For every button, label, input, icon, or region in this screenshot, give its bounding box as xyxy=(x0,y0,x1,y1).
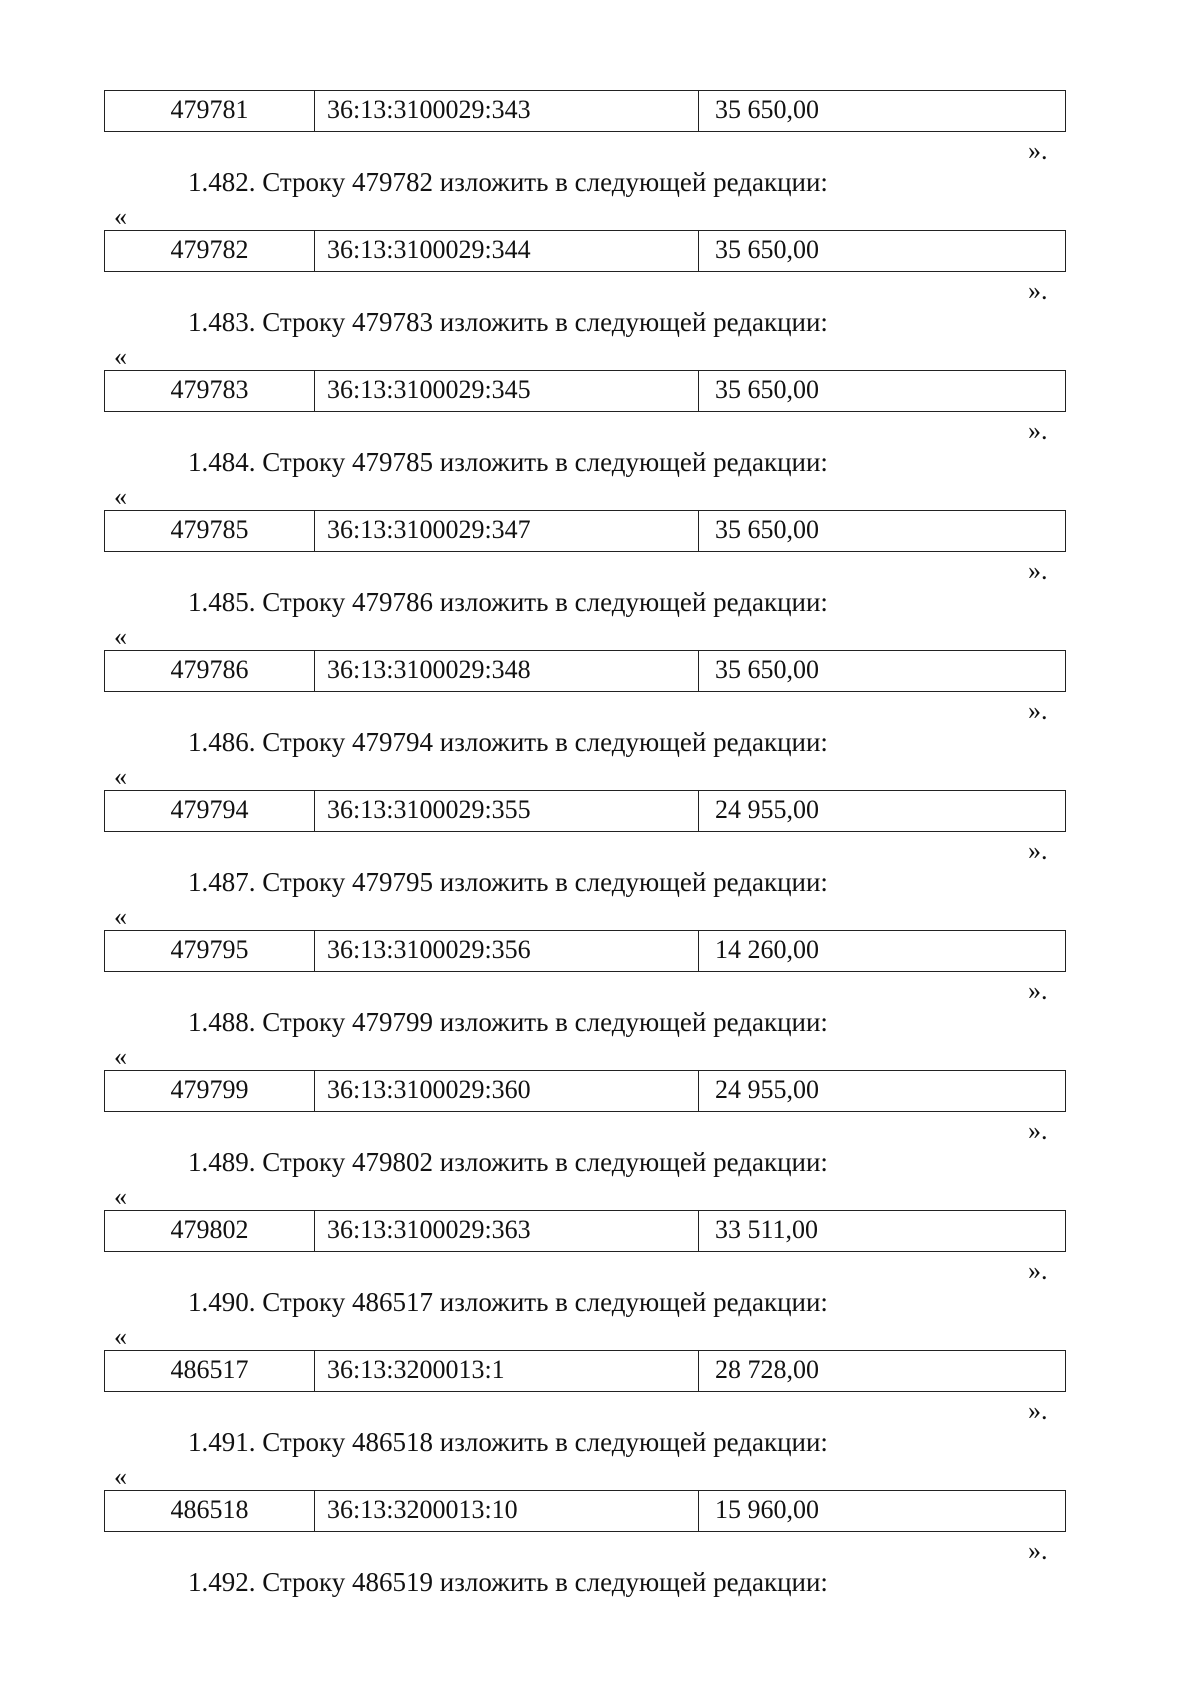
closing-quote: ». xyxy=(1028,976,1048,1005)
closing-quote: ». xyxy=(1028,1256,1048,1285)
instruction-text: 1.488. Строку 479799 изложить в следующей редакции: xyxy=(188,1007,828,1037)
instruction-text: 1.485. Строку 479786 изложить в следующей редакции: xyxy=(188,587,828,617)
closing-quote: ». xyxy=(1028,1396,1048,1425)
table-row xyxy=(104,1350,1066,1392)
row-number-cell: 479785 xyxy=(105,511,315,551)
amount-cell: 15 960,00 xyxy=(715,1495,819,1524)
cadastral-number-cell: 36:13:3100029:348 xyxy=(315,651,699,691)
amount-cell: 35 650,00 xyxy=(715,235,819,264)
cadastral-number-cell: 36:13:3100029:355 xyxy=(315,791,699,831)
opening-quote: « xyxy=(114,202,127,231)
amount-cell: 35 650,00 xyxy=(715,655,819,684)
instruction-text: 1.492. Строку 486519 изложить в следующей редакции: xyxy=(188,1567,828,1597)
table-row xyxy=(104,1210,1066,1252)
cadastral-number-cell: 36:13:3100029:345 xyxy=(315,371,699,411)
opening-quote: « xyxy=(114,342,127,371)
instruction-text: 1.486. Строку 479794 изложить в следующей редакции: xyxy=(188,727,828,757)
opening-quote: « xyxy=(114,762,127,791)
cadastral-number-cell: 36:13:3100029:363 xyxy=(315,1211,699,1251)
amount-cell: 33 511,00 xyxy=(715,1215,819,1244)
opening-quote: « xyxy=(114,1322,127,1351)
row-number-cell: 479802 xyxy=(105,1211,315,1251)
cadastral-number-cell: 36:13:3100029:347 xyxy=(315,511,699,551)
closing-quote: ». xyxy=(1028,416,1048,445)
amount-cell: 14 260,00 xyxy=(715,935,819,964)
row-number-cell: 486518 xyxy=(105,1491,315,1531)
opening-quote: « xyxy=(114,1182,127,1211)
table-row xyxy=(104,90,1066,132)
closing-quote: ». xyxy=(1028,556,1048,585)
opening-quote: « xyxy=(114,902,127,931)
row-number-cell: 479786 xyxy=(105,651,315,691)
opening-quote: « xyxy=(114,1462,127,1491)
closing-quote: ». xyxy=(1028,836,1048,865)
cadastral-number-cell: 36:13:3100029:356 xyxy=(315,931,699,971)
opening-quote: « xyxy=(114,622,127,651)
instruction-text: 1.489. Строку 479802 изложить в следующей редакции: xyxy=(188,1147,828,1177)
row-number-cell: 479794 xyxy=(105,791,315,831)
row-number-cell: 479783 xyxy=(105,371,315,411)
closing-quote: ». xyxy=(1028,1536,1048,1565)
cadastral-number-cell: 36:13:3100029:344 xyxy=(315,231,699,271)
table-row xyxy=(104,230,1066,272)
row-number-cell: 479795 xyxy=(105,931,315,971)
row-number-cell: 479782 xyxy=(105,231,315,271)
amount-cell: 24 955,00 xyxy=(715,1075,819,1104)
table-row xyxy=(104,1070,1066,1112)
cadastral-number-cell: 36:13:3100029:343 xyxy=(315,91,699,131)
closing-quote: ». xyxy=(1028,696,1048,725)
closing-quote: ». xyxy=(1028,276,1048,305)
table-row xyxy=(104,510,1066,552)
amount-cell: 24 955,00 xyxy=(715,795,819,824)
instruction-text: 1.490. Строку 486517 изложить в следующей редакции: xyxy=(188,1287,828,1317)
table-row xyxy=(104,650,1066,692)
table-row xyxy=(104,930,1066,972)
amount-cell: 35 650,00 xyxy=(715,515,819,544)
amount-cell: 28 728,00 xyxy=(715,1355,819,1384)
opening-quote: « xyxy=(114,1042,127,1071)
cadastral-number-cell: 36:13:3200013:10 xyxy=(315,1491,699,1531)
instruction-text: 1.487. Строку 479795 изложить в следующей редакции: xyxy=(188,867,828,897)
closing-quote: ». xyxy=(1028,1116,1048,1145)
row-number-cell: 479781 xyxy=(105,91,315,131)
amount-cell: 35 650,00 xyxy=(715,95,819,124)
table-row xyxy=(104,1490,1066,1532)
row-number-cell: 486517 xyxy=(105,1351,315,1391)
instruction-text: 1.482. Строку 479782 изложить в следующей редакции: xyxy=(188,167,828,197)
instruction-text: 1.484. Строку 479785 изложить в следующей редакции: xyxy=(188,447,828,477)
closing-quote: ». xyxy=(1028,136,1048,165)
amount-cell: 35 650,00 xyxy=(715,375,819,404)
table-row xyxy=(104,370,1066,412)
cadastral-number-cell: 36:13:3200013:1 xyxy=(315,1351,699,1391)
cadastral-number-cell: 36:13:3100029:360 xyxy=(315,1071,699,1111)
instruction-text: 1.483. Строку 479783 изложить в следующей редакции: xyxy=(188,307,828,337)
instruction-text: 1.491. Строку 486518 изложить в следующей редакции: xyxy=(188,1427,828,1457)
table-row xyxy=(104,790,1066,832)
row-number-cell: 479799 xyxy=(105,1071,315,1111)
opening-quote: « xyxy=(114,482,127,511)
